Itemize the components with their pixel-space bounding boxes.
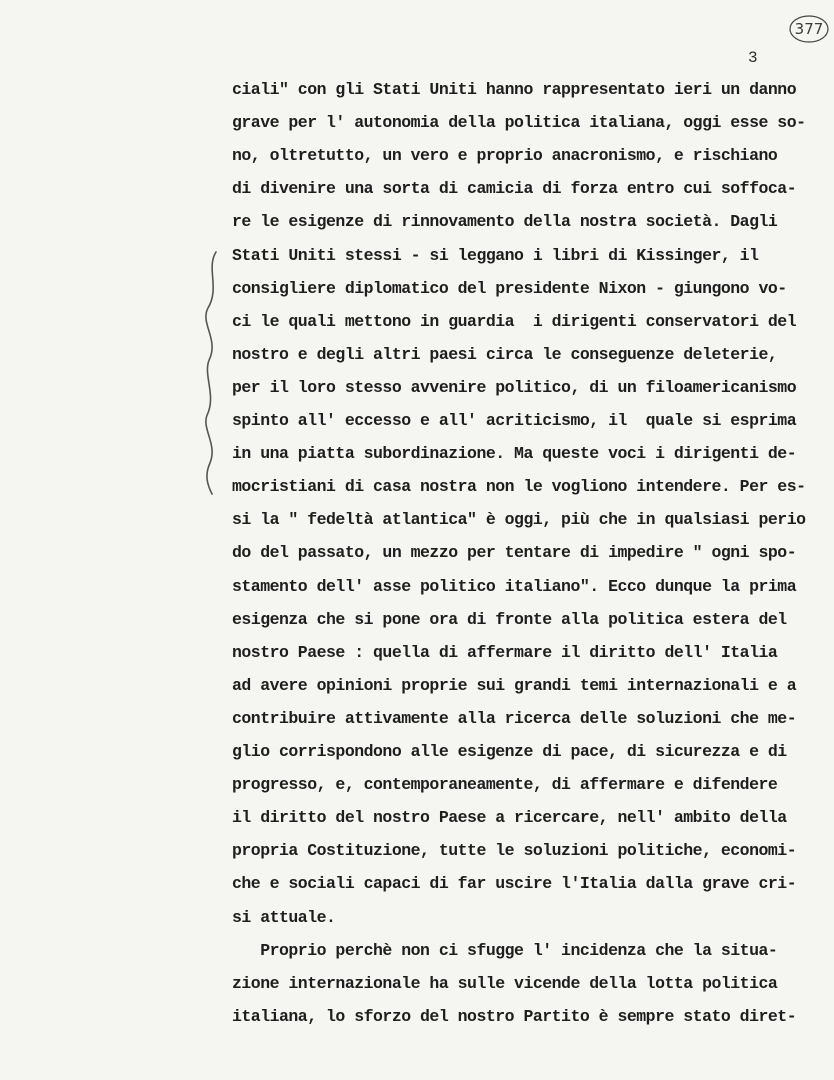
text-line: il diritto del nostro Paese a ricercare, nell' ambito della (232, 808, 787, 827)
text-line: ad avere opinioni proprie sui grandi temi internazionali e a (232, 676, 797, 695)
text-line: mocristiani di casa nostra non le vogliono intendere. Per es- (232, 477, 806, 496)
text-line: per il loro stesso avvenire politico, di un filoamericanismo (232, 378, 797, 397)
text-line: Proprio perchè non ci sfugge l' incidenza che la situa- (232, 941, 778, 960)
text-line: no, oltretutto, un vero e proprio anacronismo, e rischiano (232, 146, 778, 165)
text-line: Stati Uniti stessi - si leggano i libri di Kissinger, il (232, 246, 759, 265)
text-line: esigenza che si pone ora di fronte alla politica estera del (232, 610, 787, 629)
text-line: si la " fedeltà atlantica" è oggi, più che in qualsiasi perio (232, 510, 806, 529)
text-line: progresso, e, contemporaneamente, di affermare e difendere (232, 775, 778, 794)
archive-number-stamp (788, 14, 830, 44)
text-line: glio corrispondono alle esigenze di pace, di sicurezza e di (232, 742, 787, 761)
text-line: propria Costituzione, tutte le soluzioni politiche, economi- (232, 841, 797, 860)
text-line: di divenire una sorta di camicia di forza entro cui soffoca- (232, 179, 797, 198)
text-line: in una piatta subordinazione. Ma queste voci i dirigenti de- (232, 444, 797, 463)
text-line: contribuire attivamente alla ricerca delle soluzioni che me- (232, 709, 797, 728)
text-line: ci le quali mettono in guardia i dirigenti conservatori del (232, 312, 797, 331)
text-line: ciali" con gli Stati Uniti hanno rappresentato ieri un danno (232, 80, 797, 99)
margin-brace-mark (196, 248, 226, 498)
page-number: 3 (748, 49, 758, 67)
text-line: che e sociali capaci di far uscire l'Italia dalla grave cri- (232, 874, 797, 893)
text-line: re le esigenze di rinnovamento della nostra società. Dagli (232, 212, 778, 231)
text-line: nostro e degli altri paesi circa le conseguenze deleterie, (232, 345, 778, 364)
text-line: nostro Paese : quella di affermare il diritto dell' Italia (232, 643, 778, 662)
text-line: consigliere diplomatico del presidente Nixon - giungono vo- (232, 279, 787, 298)
text-line: italiana, lo sforzo del nostro Partito è sempre stato diret- (232, 1007, 797, 1026)
text-line: stamento dell' asse politico italiano". Ecco dunque la prima (232, 577, 797, 596)
text-line: do del passato, un mezzo per tentare di impedire " ogni spo- (232, 543, 797, 562)
archive-number-text: 377 (794, 20, 824, 38)
text-line: grave per l' autonomia della politica italiana, oggi esse so- (232, 113, 806, 132)
text-line: zione internazionale ha sulle vicende della lotta politica (232, 974, 778, 993)
text-line: spinto all' eccesso e all' acriticismo, il quale si esprima (232, 411, 797, 430)
text-line: si attuale. (232, 908, 336, 927)
